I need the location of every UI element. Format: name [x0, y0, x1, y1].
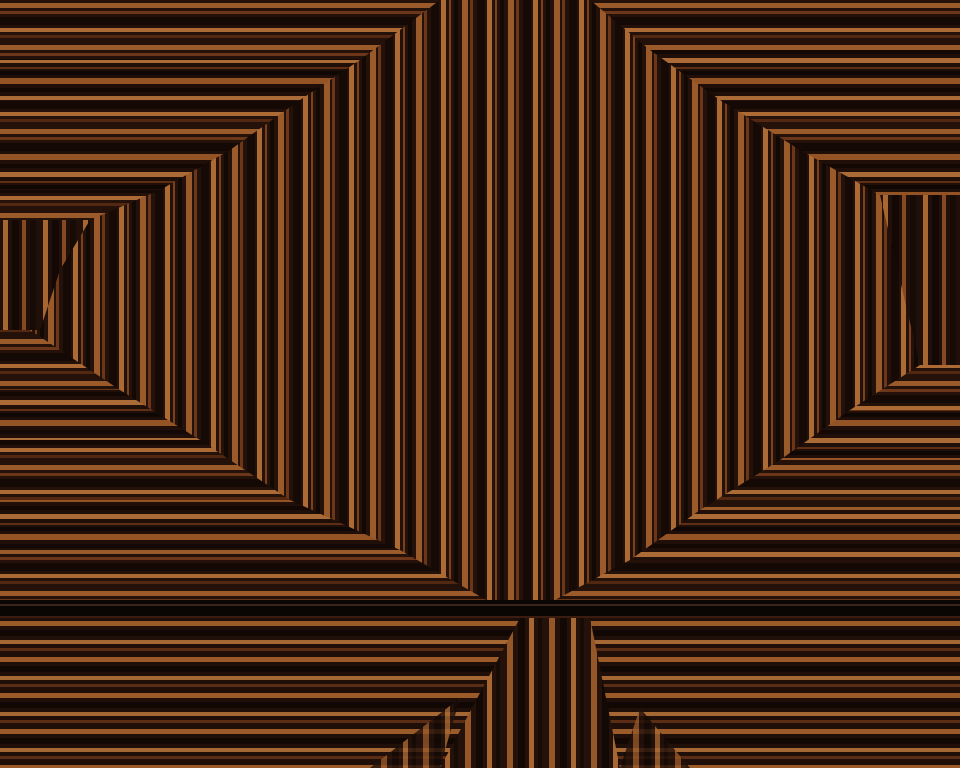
bottom-drawer-panel	[0, 618, 960, 768]
